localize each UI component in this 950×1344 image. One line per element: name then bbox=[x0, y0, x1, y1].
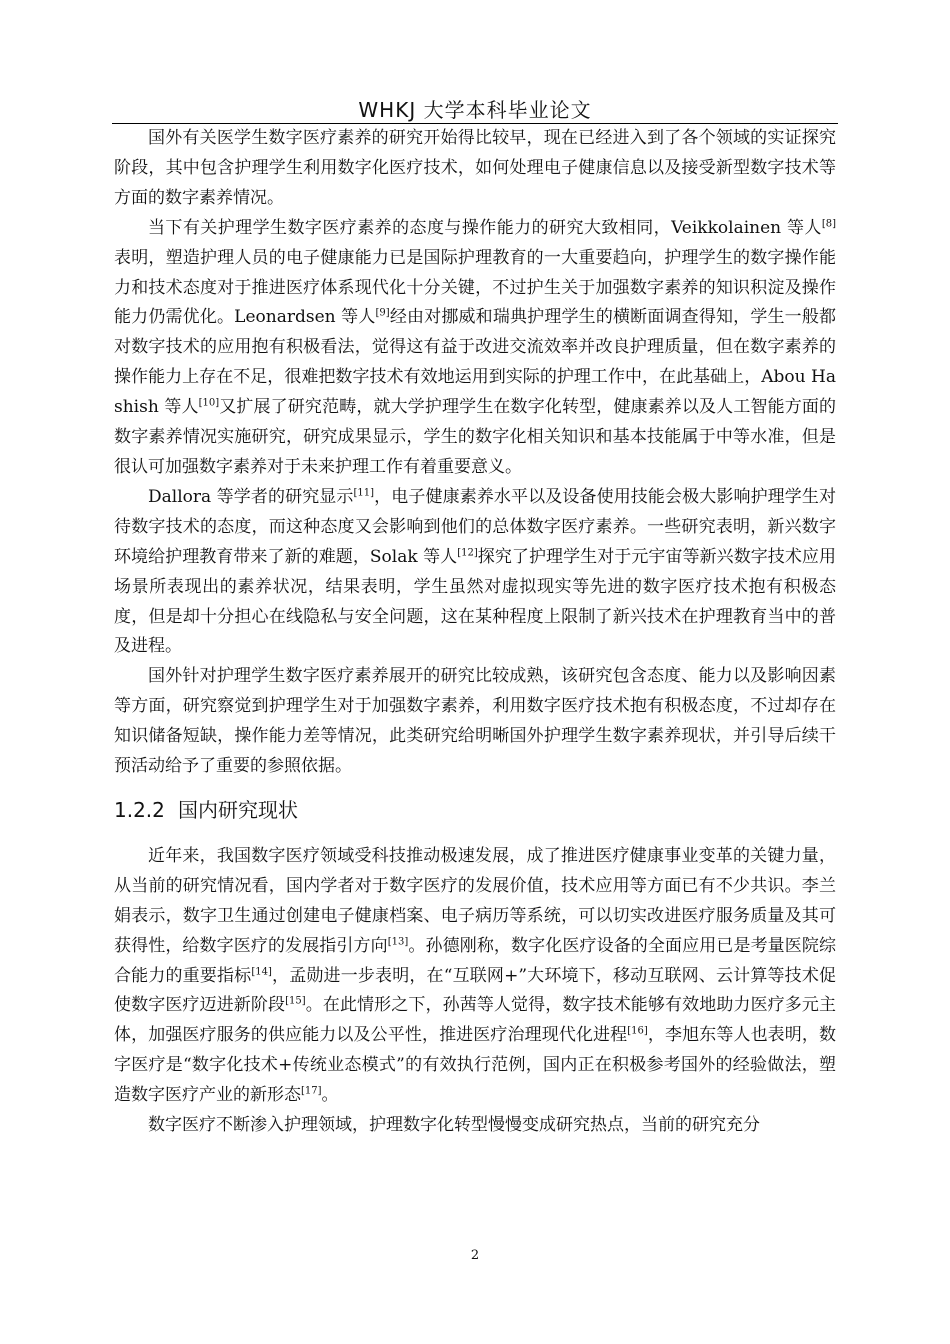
body-paragraph bbox=[114, 483, 836, 662]
paragraph-text: 表明，塑造护理人员的电子健康能力已是国际护理教育的一大重要趋向，护理学生的数字操作能力和技术态度对于推进医疗体系现代化十分关键，不过护生关于加强数字素养的知识积淀及操作能力仍需优化。Leonardsen 等人 bbox=[114, 247, 836, 328]
section-heading bbox=[114, 796, 836, 824]
citation-ref: [16] bbox=[627, 1025, 648, 1037]
paragraph-text: 数字医疗不断渗入护理领域，护理数字化转型慢慢变成研究热点，当前的研究充分 bbox=[148, 1115, 760, 1136]
paragraph-text: 国外针对护理学生数字医疗素养展开的研究比较成熟，该研究包含态度、能力以及影响因素等方面，研究察觉到护理学生对于加强数字素养，利用数字医疗技术抱有积极态度，不过却存在知识储备短缺，操作能力差等情况，此类研究给明晰国外护理学生数字素养现状，并引导后续干预活动给予了重要的参照依据。 bbox=[114, 666, 836, 777]
paragraph-text: 又扩展了研究范畴，就大学护理学生在数字化转型，健康素养以及人工智能方面的数字素养情况实施研究，研究成果显示，学生的数字化相关知识和基本技能属于中等水准，但是很认可加强数字素养对于未来护理工作有着重要意义。 bbox=[114, 397, 836, 477]
body-paragraph bbox=[114, 1111, 836, 1141]
paragraph-text: 。孙德刚称，数字化医疗设备的全面应用已是考量医院综合能力的重要指标 bbox=[114, 935, 837, 986]
citation-ref: [13] bbox=[387, 936, 409, 947]
paragraph-text: 探究了护理学生对于元宇宙等新兴数字技术应用场景所表现出的素养状况，结果表明，学生虽然对虚拟现实等先进的数字医疗技术抱有积极态度，但是却十分担心在线隐私与安全问题，这在某种程度上限制了新兴技术在护理教育当中的普及进程。 bbox=[114, 546, 836, 657]
citation-ref: [8] bbox=[821, 218, 836, 230]
page-number: 2 bbox=[470, 1248, 480, 1263]
citation-ref: [10] bbox=[198, 397, 220, 409]
paragraph-text: 。在此情形之下，孙茜等人觉得，数字技术能够有效地助力医疗多元主体，加强医疗服务的供应能力以及公平性，推进医疗治理现代化进程 bbox=[114, 995, 837, 1046]
body-paragraph bbox=[114, 662, 836, 782]
section-number: 1.2.2 bbox=[114, 797, 165, 822]
citation-ref: [9] bbox=[375, 307, 390, 319]
section-title: 国内研究现状 bbox=[178, 797, 298, 822]
citation-ref: [12] bbox=[457, 547, 478, 559]
body-paragraph bbox=[114, 214, 836, 483]
citation-ref: [15] bbox=[285, 995, 306, 1007]
citation-ref: [11] bbox=[353, 487, 375, 499]
paragraph-text: Dallora 等学者的研究显示 bbox=[148, 486, 354, 507]
domestic-research-paragraphs bbox=[114, 842, 836, 1141]
paragraph-text: ，孟勋进一步表明，在“互联网+”大环境下，移动互联网、云计算等技术促使数字医疗迈进新阶段 bbox=[114, 965, 837, 1016]
citation-ref: [17] bbox=[301, 1085, 322, 1097]
citation-ref: [14] bbox=[251, 965, 272, 977]
page-header: WHKJ 大学本科毕业论文 bbox=[358, 98, 592, 122]
paragraph-text: 。 bbox=[321, 1085, 339, 1106]
body-paragraph bbox=[114, 842, 836, 1111]
paragraph-text: 当下有关护理学生数字医疗素养的态度与操作能力的研究大致相同，Veikkolainen 等人 bbox=[148, 217, 822, 238]
paragraph-text: 近年来，我国数字医疗领域受科技推动极速发展，成了推进医疗健康事业变革的关键力量，从当前的研究情况看，国内学者对于数字医疗的发展价值，技术应用等方面已有不少共识。李兰娟表示，数字卫生通过创建电子健康档案、电子病历等系统，可以切实改进医疗服务质量及其可获得性，给数字医疗的发展指引方向 bbox=[114, 845, 836, 956]
paragraph-text: ，李旭东等人也表明，数字医疗是“数字化技术+传统业态模式”的有效执行范例，国内正在积极参考国外的经验做法，塑造数字医疗产业的新形态 bbox=[114, 1025, 837, 1106]
document-body bbox=[114, 124, 836, 1141]
paragraph-text: ，电子健康素养水平以及设备使用技能会极大影响护理学生对待数字技术的态度，而这种态度又会影响到他们的总体数字医疗素养。一些研究表明，新兴数字环境给护理教育带来了新的难题，Solak 等人 bbox=[114, 486, 837, 567]
paragraph-text: 经由对挪威和瑞典护理学生的横断面调查得知，学生一般都对数字技术的应用抱有积极看法，觉得这有益于改进交流效率并改良护理质量，但在数字素养的操作能力上存在不足，很难把数字技术有效地运用到实际的护理工作中，在此基础上，Abou Hashish 等人 bbox=[114, 307, 836, 418]
foreign-research-paragraphs bbox=[114, 124, 836, 782]
paragraph-text: 国外有关医学生数字医疗素养的研究开始得比较早，现在已经进入到了各个领域的实证探究阶段，其中包含护理学生利用数字化医疗技术，如何处理电子健康信息以及接受新型数字技术等方面的数字素养情况。 bbox=[114, 128, 836, 208]
body-paragraph bbox=[114, 124, 836, 214]
